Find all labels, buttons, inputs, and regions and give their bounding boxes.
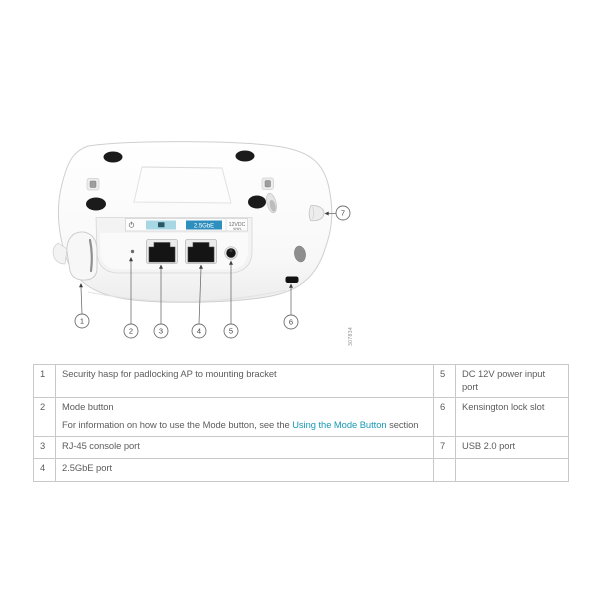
callout-number-cell: 5 <box>434 365 456 398</box>
rj45-2-5gbe-port <box>186 240 217 264</box>
table-row <box>34 436 569 458</box>
table-row <box>34 458 569 481</box>
console-port-label <box>146 221 176 230</box>
mounting-slot-right <box>262 178 274 190</box>
table-row <box>34 398 569 436</box>
mode-button-label: Mode button <box>62 401 114 413</box>
description-cell: Kensington lock slot <box>456 398 569 436</box>
callout-2-number: 2 <box>128 326 134 336</box>
note-text-pre: For information on how to use the Mode button, see the <box>62 419 293 431</box>
dc-power-jack <box>225 247 238 260</box>
description-cell: 2.5GbE port <box>56 458 434 481</box>
description-cell: DC 12V power input port <box>456 365 569 398</box>
rubber-foot <box>248 196 266 209</box>
callout-number-cell: 4 <box>34 458 56 481</box>
callout-7 <box>336 206 350 220</box>
callout-2 <box>124 324 138 338</box>
callout-7-number: 7 <box>340 208 346 218</box>
callout-4 <box>192 324 206 338</box>
label-recess <box>134 167 231 203</box>
device-illustration <box>40 120 370 360</box>
callout-number-cell: 3 <box>34 436 56 458</box>
callout-number-cell: 6 <box>434 398 456 436</box>
callout-5-number: 5 <box>228 326 234 336</box>
callout-6-number: 6 <box>288 317 294 327</box>
table-row <box>34 365 569 398</box>
mode-button-note <box>62 419 427 432</box>
mode-button-hole <box>131 250 134 253</box>
kensington-lock-slot <box>286 277 299 284</box>
callout-5 <box>224 324 238 338</box>
callout-4-number: 4 <box>196 326 202 336</box>
description-cell: RJ-45 console port <box>56 436 434 458</box>
callout-3-number: 3 <box>158 326 164 336</box>
gbe-label-text: 2.5GbE <box>193 223 215 230</box>
rubber-foot <box>104 152 123 163</box>
callout-3 <box>154 324 168 338</box>
vdc-label-text: 12VDC <box>228 221 246 228</box>
port-label-plate <box>126 219 248 232</box>
gbe-port-label <box>186 221 222 230</box>
rubber-foot <box>86 198 106 211</box>
callout-number-cell <box>434 458 456 481</box>
callout-6 <box>284 315 298 329</box>
description-cell: Security hasp for padlocking AP to mounting bracket <box>56 365 434 398</box>
rubber-foot <box>236 151 255 162</box>
callout-number-cell: 7 <box>434 436 456 458</box>
callout-number-cell: 1 <box>34 365 56 398</box>
rj45-console-port <box>147 240 178 264</box>
description-cell: USB 2.0 port <box>456 436 569 458</box>
mounting-slot-left <box>87 179 99 191</box>
description-cell <box>456 458 569 481</box>
using-mode-button-link[interactable]: Using the Mode Button <box>292 419 387 431</box>
legend-table <box>33 364 569 482</box>
callout-1 <box>75 314 89 328</box>
description-cell <box>56 398 434 436</box>
figure-id-text: 307834 <box>348 326 354 346</box>
security-hasp <box>53 232 97 280</box>
callout-1-number: 1 <box>79 316 85 326</box>
callout-number-cell: 2 <box>34 398 56 436</box>
note-text-post: section <box>386 419 419 431</box>
